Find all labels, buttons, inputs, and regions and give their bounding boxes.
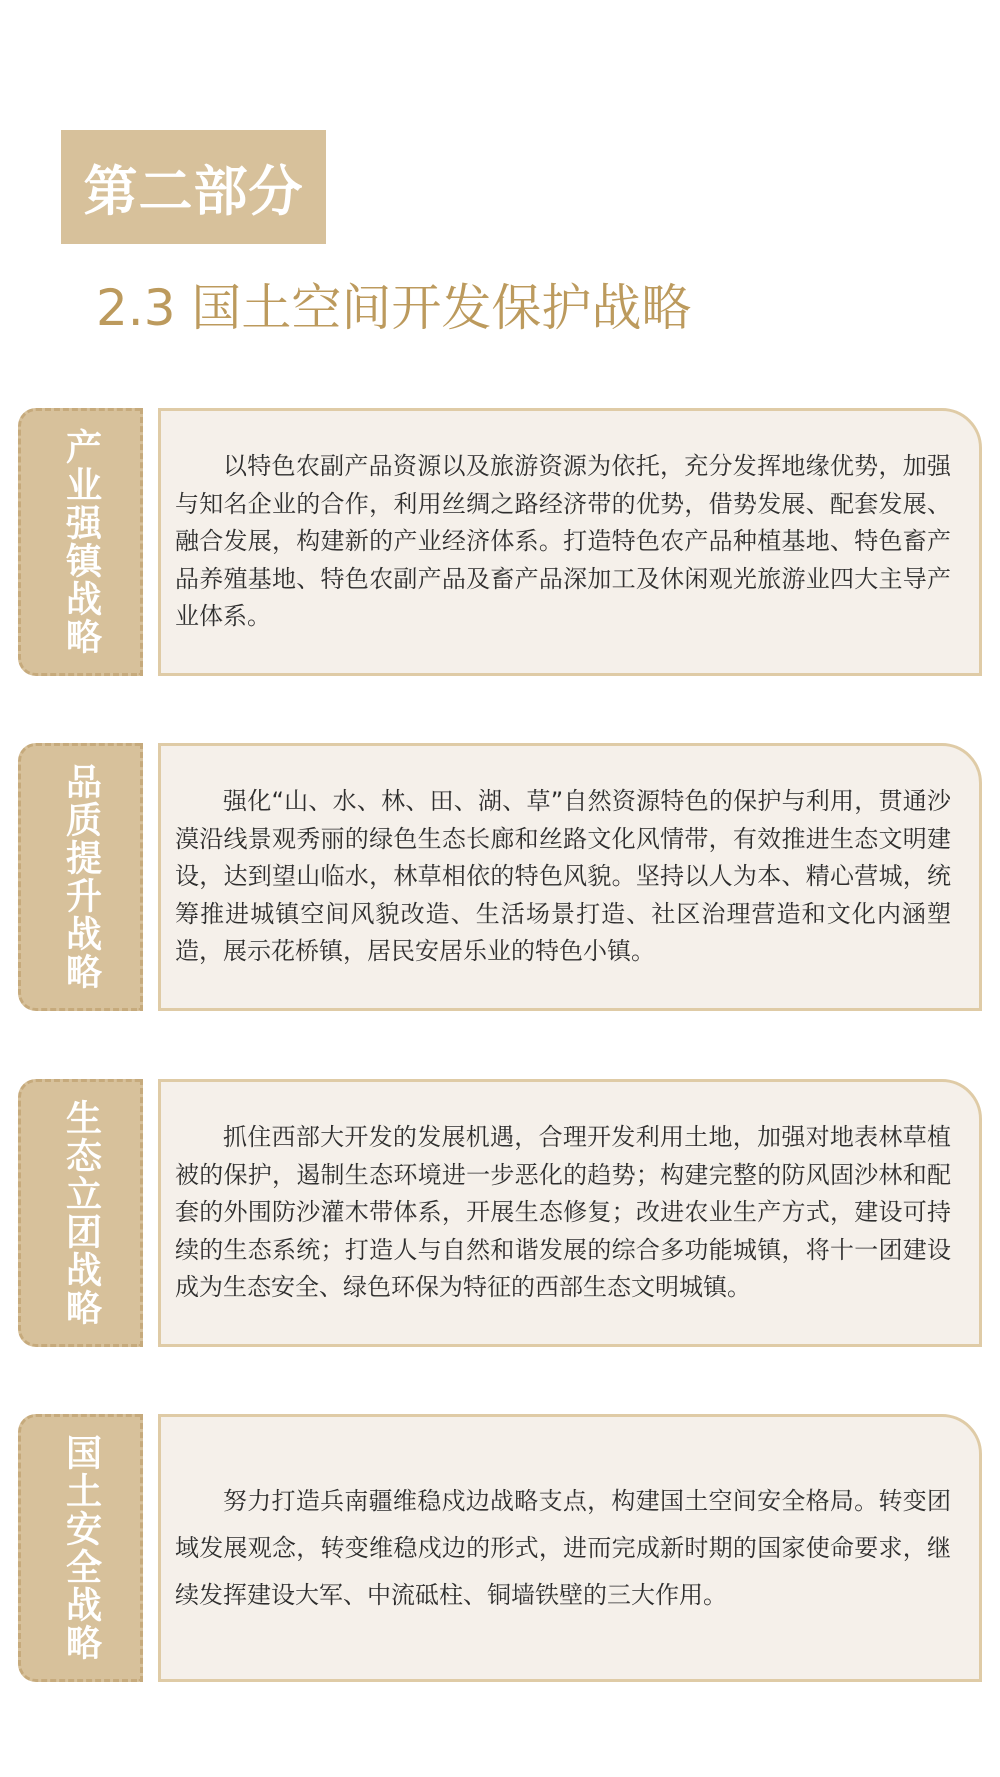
strategy-tag-ecology bbox=[18, 1079, 143, 1347]
strategy-tag-label: 国土安全战略 bbox=[60, 1434, 102, 1662]
strategy-text: 抓住西部大开发的发展机遇，合理开发利用土地，加强对地表林草植被的保护，遏制生态环境进一步恶化的趋势；构建完整的防风固沙林和配套的外围防沙灌木带体系，开展生态修复；改进农业生产方式，建设可持续的生态系统；打造人与自然和谐发展的综合多功能城镇，将十一团建设成为生态安全、绿色环保为特征的西部生态文明城镇。 bbox=[175, 1123, 951, 1302]
strategy-card-quality bbox=[158, 743, 982, 1011]
strategy-tag-security bbox=[18, 1414, 143, 1682]
strategy-card-security bbox=[158, 1414, 982, 1682]
strategy-text: 以特色农副产品资源以及旅游资源为依托，充分发挥地缘优势，加强与知名企业的合作，利用丝绸之路经济带的优势，借势发展、配套发展、融合发展，构建新的产业经济体系。打造特色农产品种植基地、特色畜产品养殖基地、特色农副产品及畜产品深加工及休闲观光旅游业四大主导产业体系。 bbox=[175, 452, 951, 631]
strategy-card-industry bbox=[158, 408, 982, 676]
strategy-tag-industry bbox=[18, 408, 143, 676]
strategy-tag-label: 产业强镇战略 bbox=[60, 428, 102, 656]
strategy-tag-label: 品质提升战略 bbox=[60, 763, 102, 991]
strategy-tag-label: 生态立团战略 bbox=[60, 1099, 102, 1327]
strategy-tag-quality bbox=[18, 743, 143, 1011]
part-label bbox=[61, 130, 326, 244]
strategy-text: 努力打造兵南疆维稳戍边战略支点，构建国土空间安全格局。转变团域发展观念，转变维稳戍边的形式，进而完成新时期的国家使命要求，继续发挥建设大军、中流砥柱、铜墙铁壁的三大作用。 bbox=[175, 1486, 951, 1609]
part-label-text: 第二部分 bbox=[83, 159, 304, 223]
section-title: 2.3 国土空间开发保护战略 bbox=[96, 279, 692, 337]
strategy-text: 强化“山、水、林、田、湖、草”自然资源特色的保护与利用，贯通沙漠沿线景观秀丽的绿色生态长廊和丝路文化风情带，有效推进生态文明建设，达到望山临水，林草相依的特色风貌。坚持以人为本、精心营城，统筹推进城镇空间风貌改造、生活场景打造、社区治理营造和文化内涵塑造，展示花桥镇，居民安居乐业的特色小镇。 bbox=[175, 787, 951, 966]
strategy-card-ecology bbox=[158, 1079, 982, 1347]
